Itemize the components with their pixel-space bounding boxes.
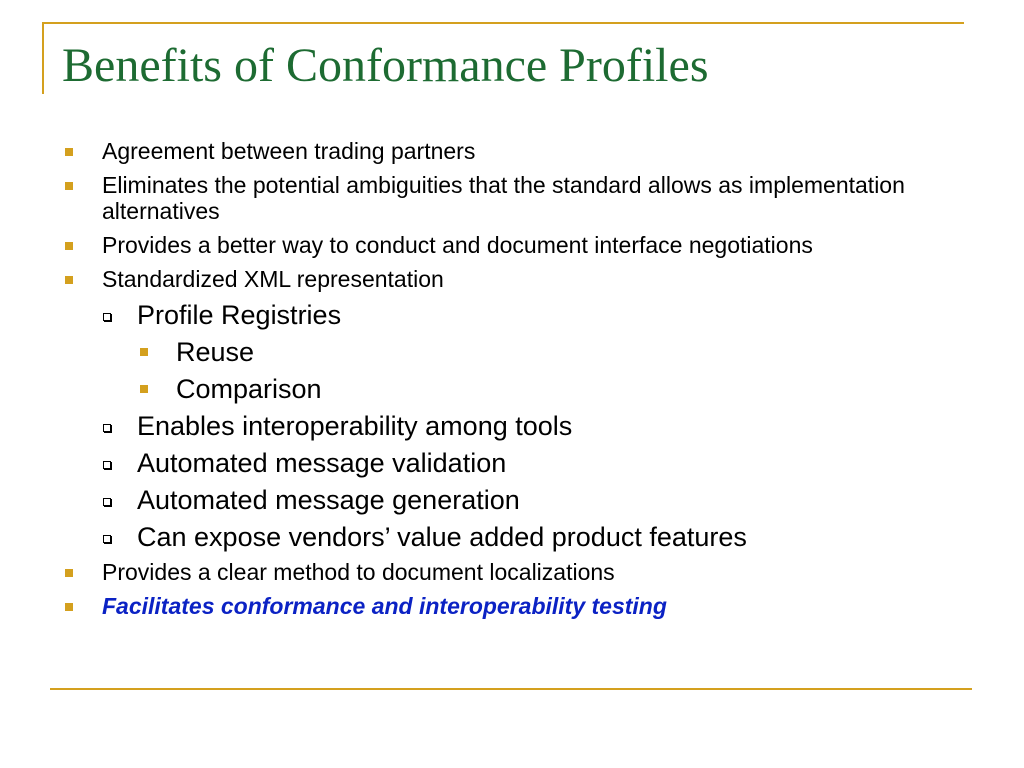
bullet-text: Eliminates the potential ambiguities that the standard allows as implementation alternatives <box>102 172 905 224</box>
bullet-text: Provides a clear method to document localizations <box>102 559 615 585</box>
slide-title: Benefits of Conformance Profiles <box>62 39 709 92</box>
bullet-item <box>62 172 962 224</box>
hollow-square-bullet-icon <box>103 498 111 506</box>
square-bullet-icon <box>65 276 73 284</box>
sub-bullet-item <box>62 300 962 330</box>
bullet-item <box>62 138 962 164</box>
square-bullet-icon <box>65 242 73 250</box>
bullet-item <box>62 232 962 258</box>
sub-sub-bullet-text: Comparison <box>176 374 322 404</box>
sub-bullet-item <box>62 448 962 478</box>
sub-bullet-text: Can expose vendors’ value added product features <box>137 522 747 552</box>
sub-bullet-text: Automated message generation <box>137 485 520 515</box>
sub-sub-bullet-text: Reuse <box>176 337 255 367</box>
bullet-text: Agreement between trading partners <box>102 138 476 164</box>
square-bullet-icon <box>140 385 148 393</box>
sub-sub-bullet-item <box>62 374 962 404</box>
sub-sub-bullet-item <box>62 337 962 367</box>
square-bullet-icon <box>65 182 73 190</box>
sub-bullet-text: Profile Registries <box>137 300 342 330</box>
square-bullet-icon <box>65 603 73 611</box>
sub-bullet-item <box>62 522 962 552</box>
bullet-item-emphasized <box>62 593 962 619</box>
sub-bullet-text: Automated message validation <box>137 448 507 478</box>
sub-bullet-item <box>62 411 962 441</box>
square-bullet-icon <box>65 569 73 577</box>
hollow-square-bullet-icon <box>103 313 111 321</box>
hollow-square-bullet-icon <box>103 424 111 432</box>
sub-bullet-item <box>62 485 962 515</box>
bullet-item <box>62 266 962 292</box>
emphasized-bullet-text: Facilitates conformance and interoperability testing <box>102 593 667 619</box>
frame-left-rule <box>42 22 44 94</box>
square-bullet-icon <box>140 348 148 356</box>
frame-top-rule <box>42 22 964 24</box>
frame-bottom-rule <box>50 688 972 690</box>
hollow-square-bullet-icon <box>103 535 111 543</box>
bullet-item <box>62 559 962 585</box>
bullet-list <box>62 138 962 619</box>
bullet-text: Standardized XML representation <box>102 266 444 292</box>
sub-bullet-text: Enables interoperability among tools <box>137 411 573 441</box>
hollow-square-bullet-icon <box>103 461 111 469</box>
square-bullet-icon <box>65 148 73 156</box>
bullet-text: Provides a better way to conduct and document interface negotiations <box>102 232 813 258</box>
